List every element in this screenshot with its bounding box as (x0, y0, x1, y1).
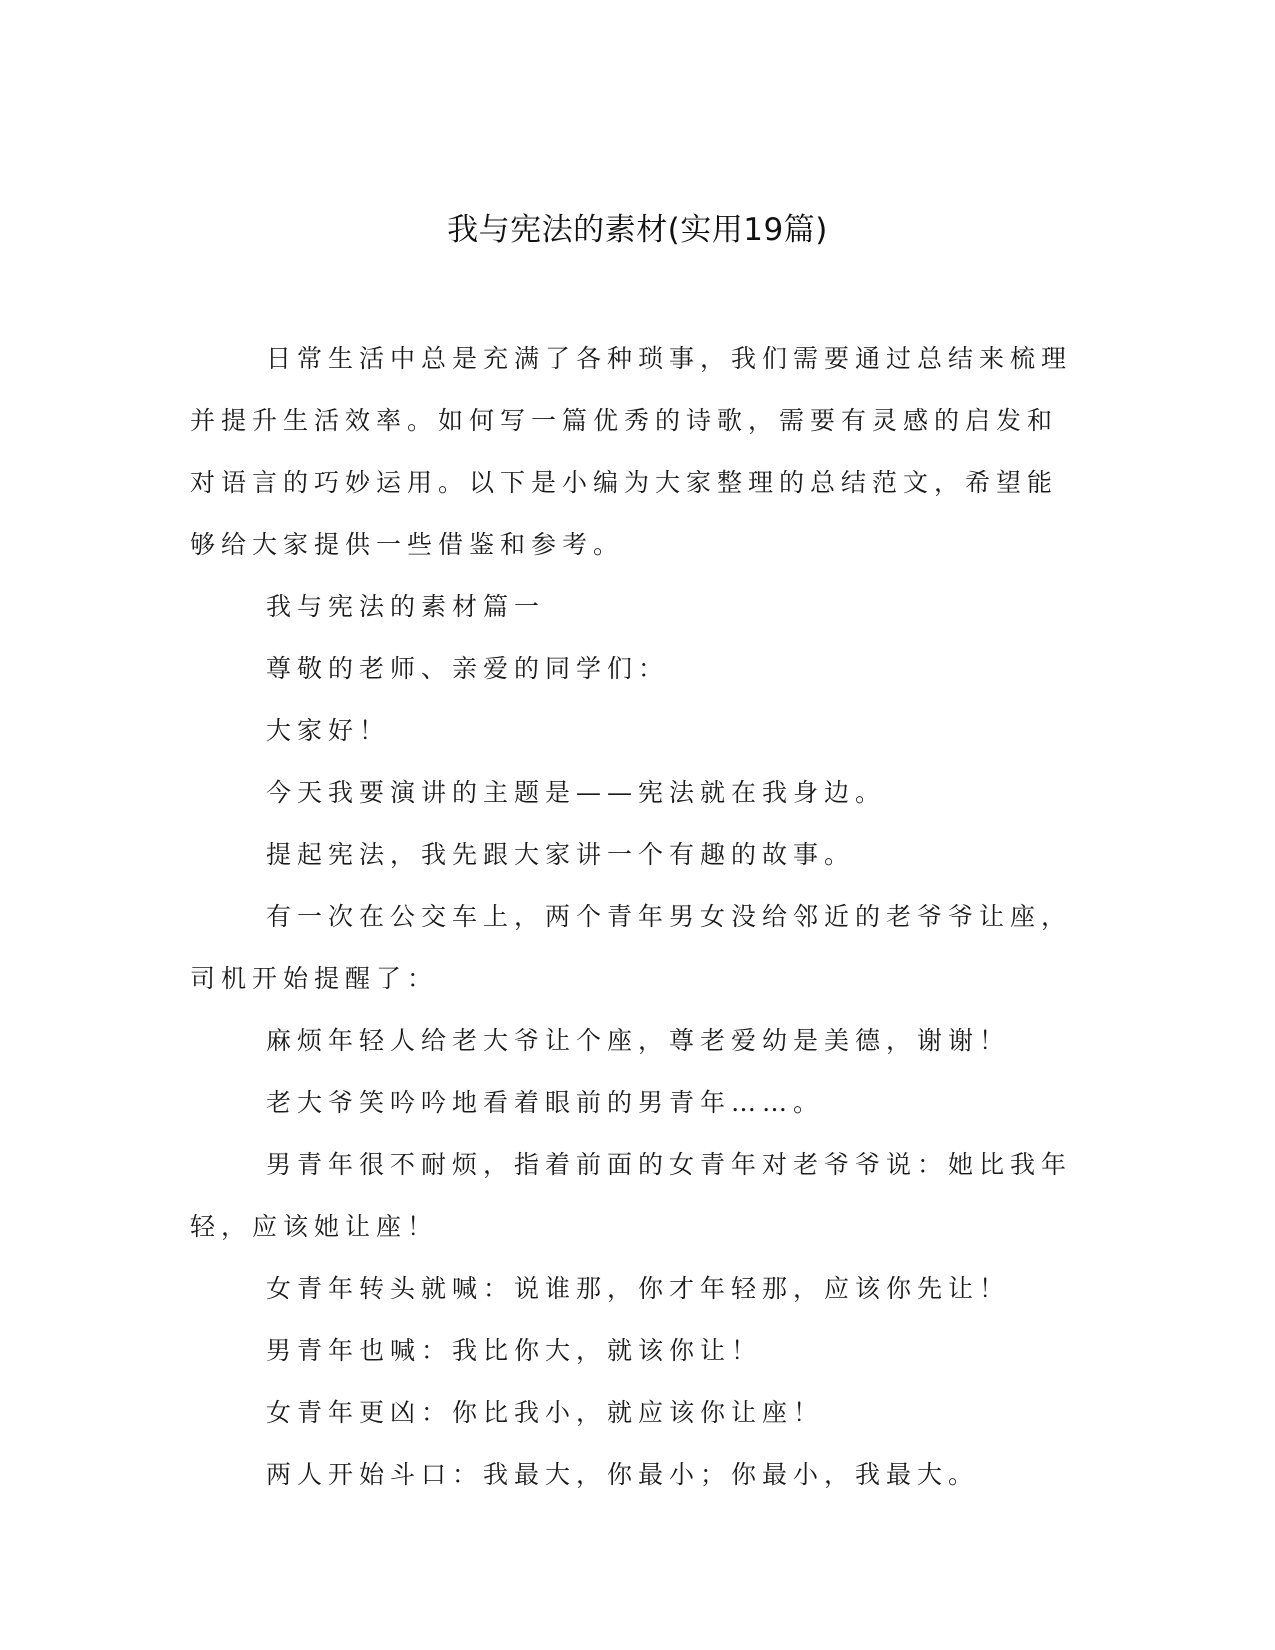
paragraph-intro: 日常生活中总是充满了各种琐事，我们需要通过总结来梳理并提升生活效率。如何写一篇优秀的诗歌，需要有灵感的启发和对语言的巧妙运用。以下是小编为大家整理的总结范文，希望能够给大家提供一些借鉴和参考。 (190, 344, 1073, 559)
document-body (190, 328, 1080, 1506)
paragraph: 尊敬的老师、亲爱的同学们： (266, 654, 670, 683)
paragraph: 麻烦年轻人给老大爷让个座，尊老爱幼是美德，谢谢！ (266, 1026, 1011, 1055)
paragraph: 大家好！ (266, 716, 391, 745)
paragraph: 老大爷笑吟吟地看着眼前的男青年……。 (266, 1088, 825, 1117)
paragraph: 男青年也喊：我比你大，就该你让！ (266, 1336, 763, 1365)
paragraph: 有一次在公交车上，两个青年男女没给邻近的老爷爷让座，司机开始提醒了： (190, 902, 1073, 993)
document-title: 我与宪法的素材(实用19篇) (447, 212, 828, 248)
paragraph: 两人开始斗口：我最大，你最小；你最小，我最大。 (266, 1460, 980, 1489)
paragraph: 女青年更凶：你比我小，就应该你让座！ (266, 1398, 825, 1427)
section-heading: 我与宪法的素材篇一 (266, 592, 546, 621)
paragraph: 男青年很不耐烦，指着前面的女青年对老爷爷说：她比我年轻，应该她让座！ (190, 1150, 1073, 1241)
paragraph: 女青年转头就喊：说谁那，你才年轻那，应该你先让！ (266, 1274, 1011, 1303)
paragraph: 提起宪法，我先跟大家讲一个有趣的故事。 (266, 840, 856, 869)
paragraph: 今天我要演讲的主题是——宪法就在我身边。 (266, 778, 887, 807)
